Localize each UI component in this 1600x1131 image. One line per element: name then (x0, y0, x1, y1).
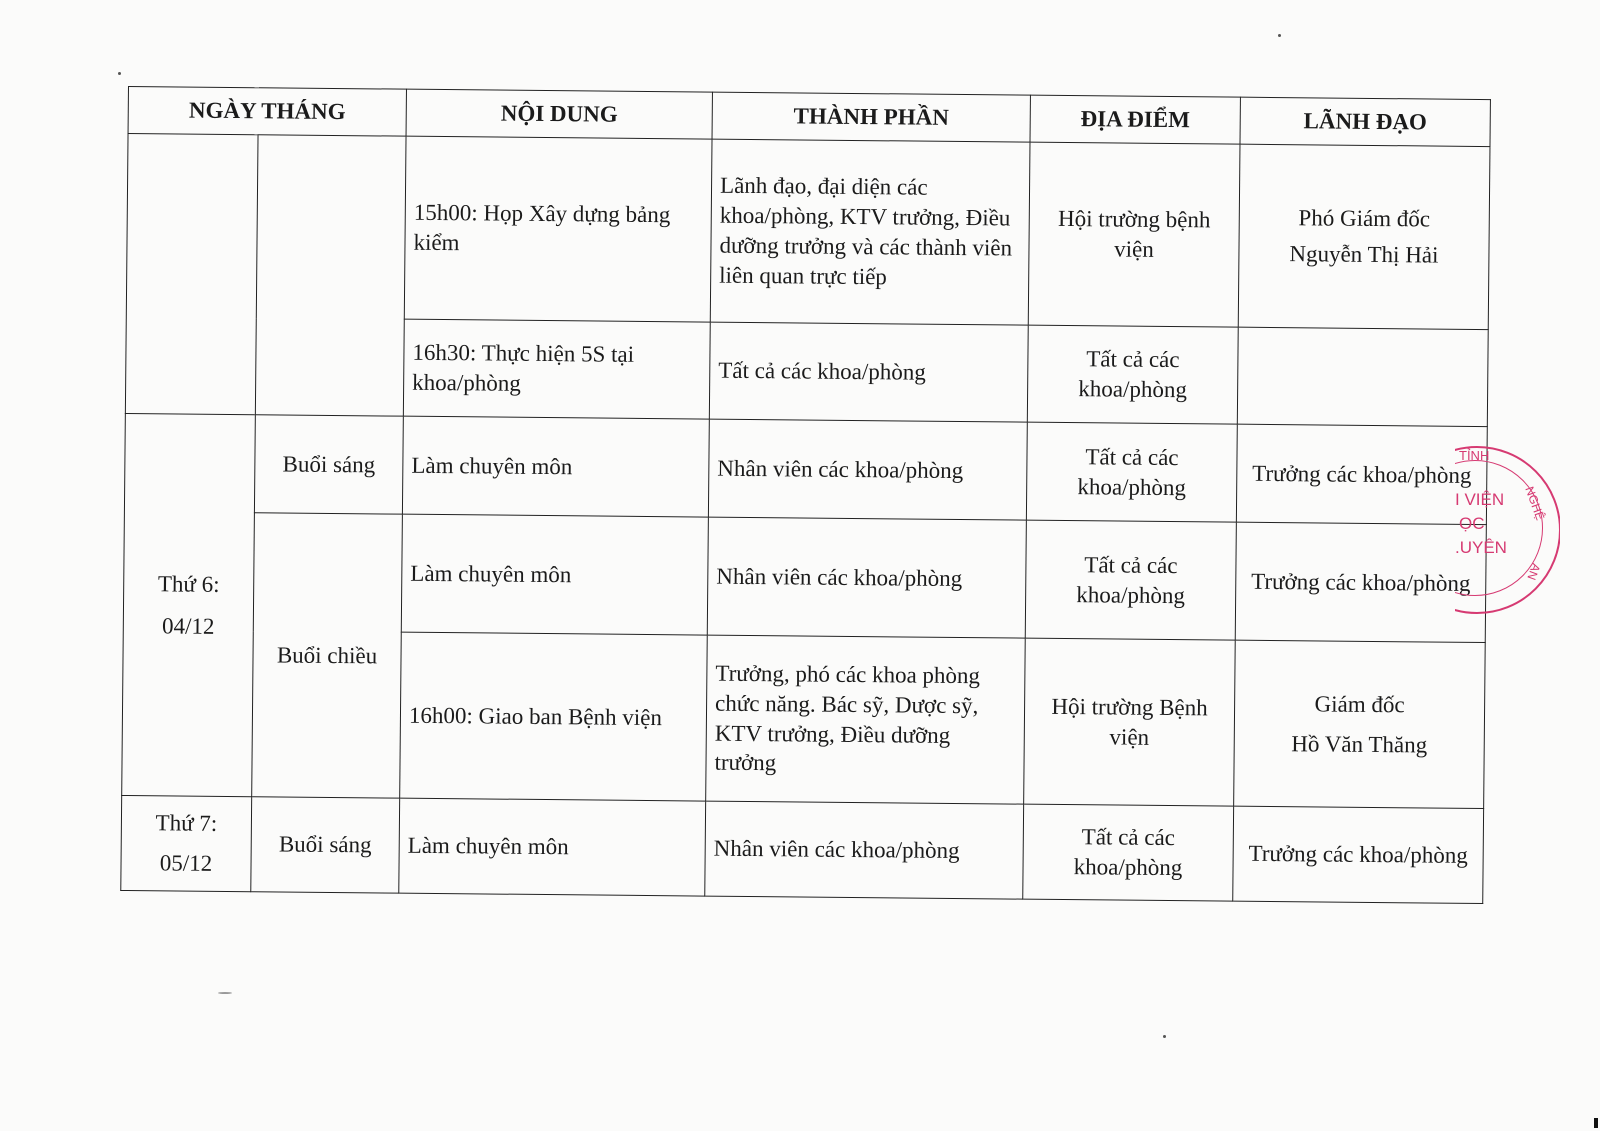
seal-text: AN (1524, 561, 1544, 582)
seal-text: ỌC (1459, 514, 1485, 533)
official-seal (1455, 446, 1560, 616)
session-cell: Buổi chiều (252, 513, 403, 798)
participants-cell: Lãnh đạo, đại diện các khoa/phòng, KTV trưởng, Điều dưỡng trưởng và các thành viên liên quan trực tiếp (710, 139, 1030, 325)
participants-cell: Nhân viên các khoa/phòng (705, 801, 1024, 899)
location-cell: Tất cả các khoa/phòng (1025, 520, 1236, 640)
leader-cell: Trưởng các khoa/phòng (1235, 522, 1486, 642)
scan-speck (218, 992, 232, 994)
day-label: Thứ 6: (157, 570, 220, 597)
session-cell-empty (255, 135, 406, 416)
content-cell: Làm chuyên môn (402, 416, 709, 517)
header-ngay-thang: NGÀY THÁNG (128, 87, 406, 137)
table-row (123, 511, 1486, 642)
leader-title: Giám đốc (1314, 691, 1405, 717)
scan-speck (1278, 34, 1281, 37)
location-cell: Hội trường Bệnh viện (1024, 638, 1236, 806)
seal-text: NGHỆ (1522, 484, 1548, 523)
table-row (124, 413, 1487, 524)
leader-name: Nguyễn Thị Hải (1289, 241, 1439, 268)
leader-cell (1238, 144, 1490, 329)
day-label: Thứ 7: (155, 810, 218, 836)
participants-cell: Nhân viên các khoa/phòng (708, 419, 1027, 520)
session-cell: Buổi sáng (254, 415, 403, 514)
leader-title: Phó Giám đốc (1298, 205, 1431, 232)
day-date: 04/12 (162, 612, 215, 639)
table-row (121, 795, 1484, 903)
day-cell-empty (125, 134, 258, 415)
seal-text: .UYÊN (1455, 538, 1507, 557)
content-cell: 16h30: Thực hiện 5S tại khoa/phòng (403, 319, 710, 419)
content-cell: Làm chuyên môn (399, 798, 706, 896)
day-date: 05/12 (159, 850, 213, 876)
day-cell (122, 413, 256, 796)
scan-speck (118, 72, 121, 75)
table-row (126, 134, 1490, 330)
content-cell: Làm chuyên môn (401, 514, 708, 635)
scan-speck (1163, 1035, 1166, 1038)
participants-cell: Trưởng, phó các khoa phòng chức năng. Bác sỹ, Dược sỹ, KTV trưởng, Điều dưỡng trưởng (706, 635, 1026, 804)
schedule-table (120, 86, 1491, 904)
location-cell: Tất cả các khoa/phòng (1023, 804, 1234, 901)
day-cell (121, 795, 252, 891)
location-cell: Hội trường bệnh viện (1028, 142, 1240, 327)
leader-cell: Trưởng các khoa/phòng (1236, 424, 1487, 524)
header-noi-dung: NỘI DUNG (406, 89, 712, 139)
leader-cell: Trưởng các khoa/phòng (1233, 806, 1484, 903)
header-dia-diem: ĐỊA ĐIỂM (1030, 95, 1240, 144)
leader-cell (1234, 640, 1486, 808)
header-lanh-dao: LÃNH ĐẠO (1240, 97, 1490, 146)
seal-text: I VIỆN (1455, 490, 1505, 509)
participants-cell: Tất cả các khoa/phòng (709, 322, 1028, 422)
content-cell: 16h00: Giao ban Bệnh viện (400, 632, 708, 801)
session-cell: Buổi sáng (251, 797, 400, 893)
scan-speck (1594, 1118, 1598, 1128)
leader-cell-empty (1237, 327, 1488, 426)
participants-cell: Nhân viên các khoa/phòng (707, 517, 1026, 638)
leader-name: Hồ Văn Thăng (1291, 730, 1428, 758)
content-cell: 15h00: Họp Xây dựng bảng kiểm (404, 136, 712, 322)
header-thanh-phan: THÀNH PHẦN (712, 92, 1030, 142)
location-cell: Tất cả các khoa/phòng (1026, 422, 1237, 522)
seal-text: TỈNH (1459, 448, 1490, 463)
location-cell: Tất cả các khoa/phòng (1027, 325, 1238, 424)
